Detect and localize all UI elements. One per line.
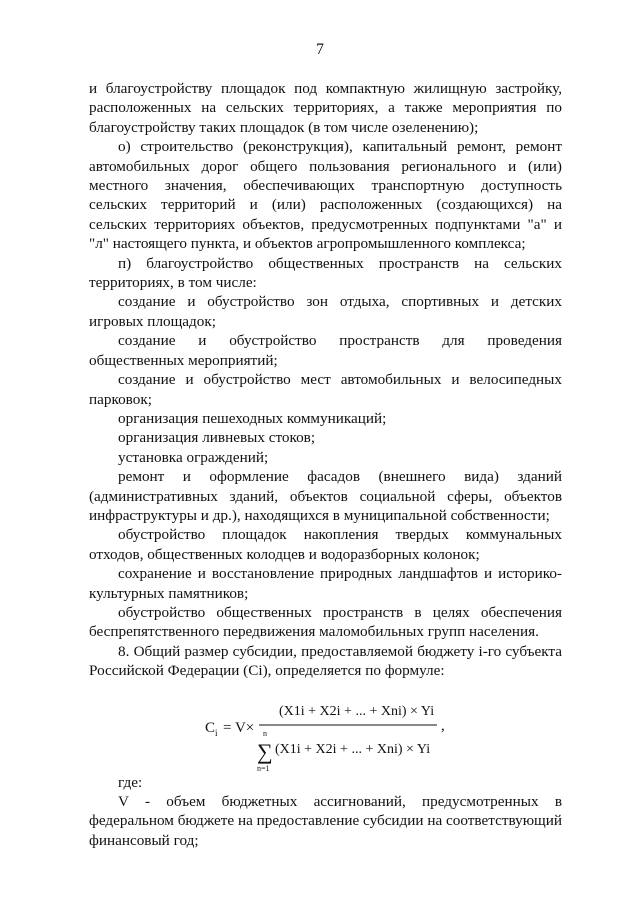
document-body	[89, 79, 562, 850]
paragraph: V - объем бюджетных ассигнований, предусмотренных в федеральном бюджете на предоставление субсидии на соответствующий финансовый год;	[89, 793, 562, 849]
formula-trail: ,	[441, 717, 445, 734]
paragraph: создание и обустройство пространств для проведения общественных мероприятий;	[89, 332, 562, 369]
paragraph: где:	[118, 773, 143, 791]
formula-graphic	[201, 685, 461, 771]
subsidy-formula	[89, 685, 562, 773]
formula-eq: = V×	[223, 719, 255, 736]
formula-lhs-sub: i	[215, 727, 218, 738]
paragraph: сохранение и восстановление природных ландшафтов и историко-культурных памятников;	[89, 565, 562, 602]
paragraph: ремонт и оформление фасадов (внешнего вида) зданий (административных зданий, объектов социальной сферы, объектов инфраструктуры и др.), находящихся в муниципальной собственности;	[89, 468, 562, 524]
paragraph: создание и обустройство мест автомобильных и велосипедных парковок;	[89, 371, 562, 408]
formula-denominator: (X1i + X2i + ... + Xni) × Yi	[275, 741, 431, 757]
paragraph: создание и обустройство зон отдыха, спортивных и детских игровых площадок;	[89, 293, 562, 330]
page-number: 7	[316, 41, 324, 58]
paragraph: и благоустройству площадок под компактную жилищную застройку, расположенных на сельских территориях, а также мероприятия по благоустройству таких площадок (в том числе озеленению);	[89, 80, 562, 136]
paragraph: организация пешеходных коммуникаций;	[118, 409, 387, 427]
paragraph: п) благоустройство общественных пространств на сельских территориях, в том числе:	[89, 254, 562, 292]
paragraph: 8. Общий размер субсидии, предоставляемой бюджету i-го субъекта Российской Федерации (Ci), определяется по формуле:	[89, 642, 562, 680]
sum-icon: ∑	[257, 738, 273, 764]
paragraph: установка ограждений;	[118, 448, 269, 466]
paragraph: обустройство площадок накопления твердых коммунальных отходов, общественных колодцев и водоразборных колонок;	[89, 526, 562, 563]
formula-numerator: (X1i + X2i + ... + Xni) × Yi	[279, 703, 435, 719]
sum-lower-limit: n=1	[257, 763, 270, 771]
sum-upper-limit: n	[263, 728, 267, 738]
paragraph: организация ливневых стоков;	[118, 429, 316, 447]
paragraph: обустройство общественных пространств в целях обеспечения беспрепятственного передвижения маломобильных групп населения.	[89, 603, 562, 641]
paragraph: о) строительство (реконструкция), капитальный ремонт, ремонт автомобильных дорог общего пользования регионального и (или) местного значения, обеспечивающих транспортную доступность сельских территорий и (или) расположенных (создающихся) на сельских территориях объектов, предусмотренных подпунктами "а" и "л" настоящего пункта, и объектов агропромышленного комплекса;	[89, 138, 562, 253]
formula-lhs: C	[205, 719, 216, 736]
